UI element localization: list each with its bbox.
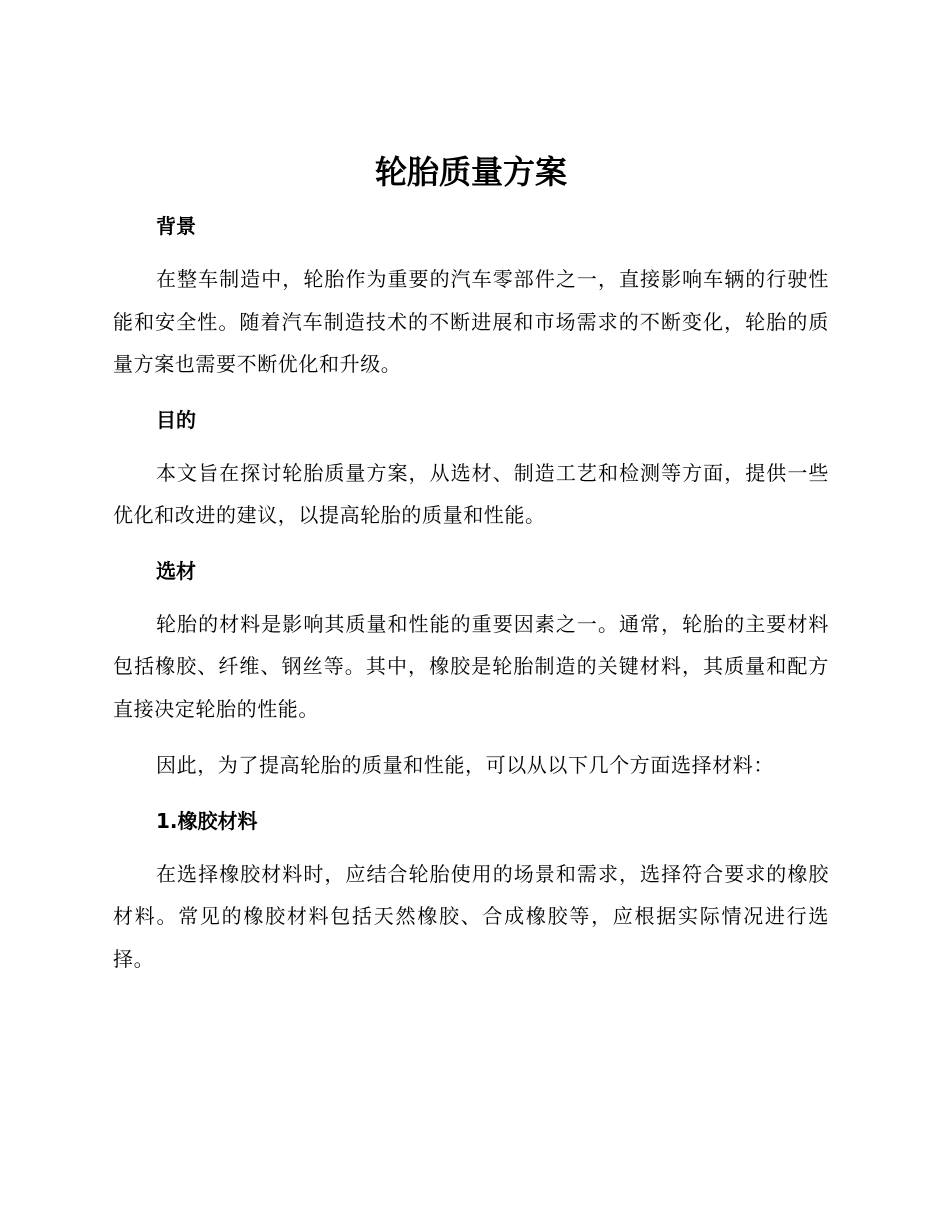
section-heading-background: 背景 bbox=[156, 214, 196, 238]
materials-paragraph: 轮胎的材料是影响其质量和性能的重要因素之一。通常，轮胎的主要材料包括橡胶、纤维、钢丝等。其中，橡胶是轮胎制造的关键材料，其质量和配方直接决定轮胎的性能。 bbox=[113, 611, 829, 721]
document-body bbox=[113, 150, 829, 980]
section-heading-rubber-materials: 1.橡胶材料 bbox=[156, 808, 258, 833]
section-heading-purpose: 目的 bbox=[156, 407, 196, 432]
document-title: 轮胎质量方案 bbox=[374, 153, 567, 191]
rubber-materials-paragraph: 在选择橡胶材料时，应结合轮胎使用的场景和需求，选择符合要求的橡胶材料。常见的橡胶材料包括天然橡胶、合成橡胶等，应根据实际情况进行选择。 bbox=[113, 861, 829, 971]
section-heading-materials: 选材 bbox=[156, 558, 196, 583]
purpose-paragraph: 本文旨在探讨轮胎质量方案，从选材、制造工艺和检测等方面，提供一些优化和改进的建议，以提高轮胎的质量和性能。 bbox=[113, 460, 829, 527]
materials-selection-intro: 因此，为了提高轮胎的质量和性能，可以从以下几个方面选择材料： bbox=[156, 753, 774, 777]
background-paragraph: 在整车制造中，轮胎作为重要的汽车零部件之一，直接影响车辆的行驶性能和安全性。随着汽车制造技术的不断进展和市场需求的不断变化，轮胎的质量方案也需要不断优化和升级。 bbox=[113, 267, 829, 376]
